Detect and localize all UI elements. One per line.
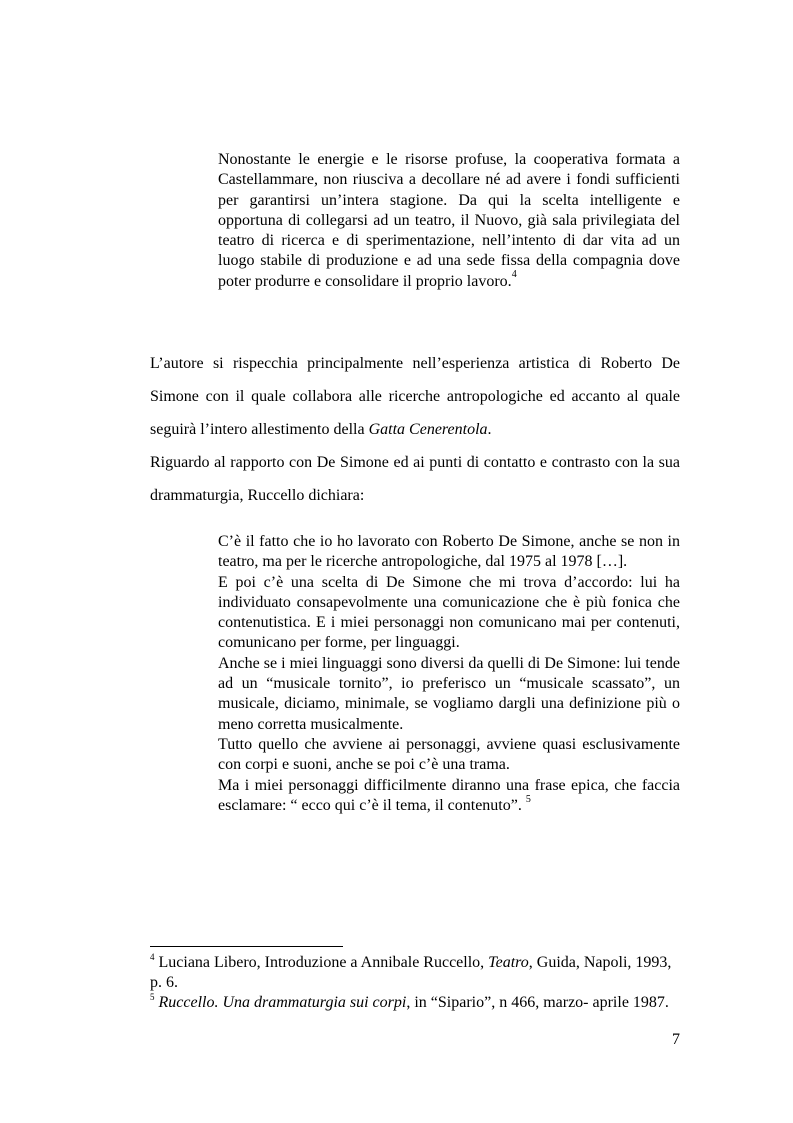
footnotes	[150, 953, 680, 1013]
body-p1-after: .	[487, 421, 492, 438]
quote-1-text: Nonostante le energie e le risorse profuse, la cooperativa formata a Castellammare, non riusciva a decollare né ad avere i fondi sufficienti per garantirsi un’intera stagione. Da qui la scelta intelligente e opportuna di collegarsi ad un teatro, il Nuovo, già sala privilegiata del teatro di ricerca e di sperimentazione, nell’intento di dar vita ad un luogo stabile di produzione e ad una sede fissa della compagnia dove poter produrre e consolidare il proprio lavoro.	[218, 151, 680, 290]
page-number: 7	[672, 1031, 680, 1048]
footnote-5	[150, 993, 680, 1013]
footnote-5-after: , in “Sipario”, n 466, marzo- aprile 1987.	[406, 994, 669, 1011]
footnote-4-after: , Guida, Napoli, 1993, p. 6.	[150, 954, 672, 991]
footnote-4-before: Luciana Libero, Introduzione a Annibale Ruccello,	[154, 954, 489, 971]
footnote-4-title: Teatro	[488, 954, 529, 971]
work-title-gatta-cenerentola: Gatta Cenerentola	[368, 421, 488, 438]
quote-1-paragraph	[218, 150, 680, 292]
body-paragraph-2: Riguardo al rapporto con De Simone ed ai punti di contatto e contrasto con la sua drammaturgia, Ruccello dichiara:	[150, 454, 680, 504]
footnote-ref-5[interactable]: 5	[525, 793, 531, 805]
quote-2-paragraph-5-text: Ma i miei personaggi difficilmente diranno una frase epica, che faccia esclamare: “ ecco qui c’è il tema, il contenuto”.	[218, 776, 680, 814]
footnote-5-number: 5	[150, 991, 155, 1002]
footnote-5-title: Ruccello. Una drammaturgia sui corpi	[158, 994, 407, 1011]
footnote-4-number: 4	[150, 951, 155, 962]
body-paragraph-1	[150, 347, 680, 446]
footnote-ref-4[interactable]: 4	[511, 269, 517, 281]
body-text	[150, 347, 680, 512]
quote-2-paragraph-1: C’è il fatto che io ho lavorato con Roberto De Simone, anche se non in teatro, ma per le ricerche antropologiche, dal 1975 al 1978 […].	[218, 533, 680, 571]
quote-2-paragraph-3: Anche se i miei linguaggi sono diversi da quelli di De Simone: lui tende ad un “musicale tornito”, io preferisco un “musicale scassato”, un musicale, diciamo, minimale, se vogliamo dargli una definizione più o meno corretta musicalmente.	[218, 654, 680, 733]
footnote-separator	[150, 946, 343, 947]
body-p1-before: L’autore si rispecchia principalmente nell’esperienza artistica di Roberto De Simone con il quale collabora alle ricerche antropologiche ed accanto al quale seguirà l’intero allestimento della	[150, 355, 680, 438]
block-quote-2	[218, 532, 680, 816]
footnote-4	[150, 953, 680, 993]
quote-2-paragraph-4: Tutto quello che avviene ai personaggi, avviene quasi esclusivamente con corpi e suoni, anche se poi c’è una trama.	[218, 735, 680, 774]
quote-2-paragraph-5	[218, 776, 680, 817]
quote-2-paragraph-2: E poi c’è una scelta di De Simone che mi trova d’accordo: lui ha individuato consapevolmente una comunicazione che è più fonica che contenutistica. E i miei personaggi non comunicano mai per contenuti, comunicano per forme, per linguaggi.	[218, 573, 680, 652]
block-quote-1	[218, 150, 680, 292]
